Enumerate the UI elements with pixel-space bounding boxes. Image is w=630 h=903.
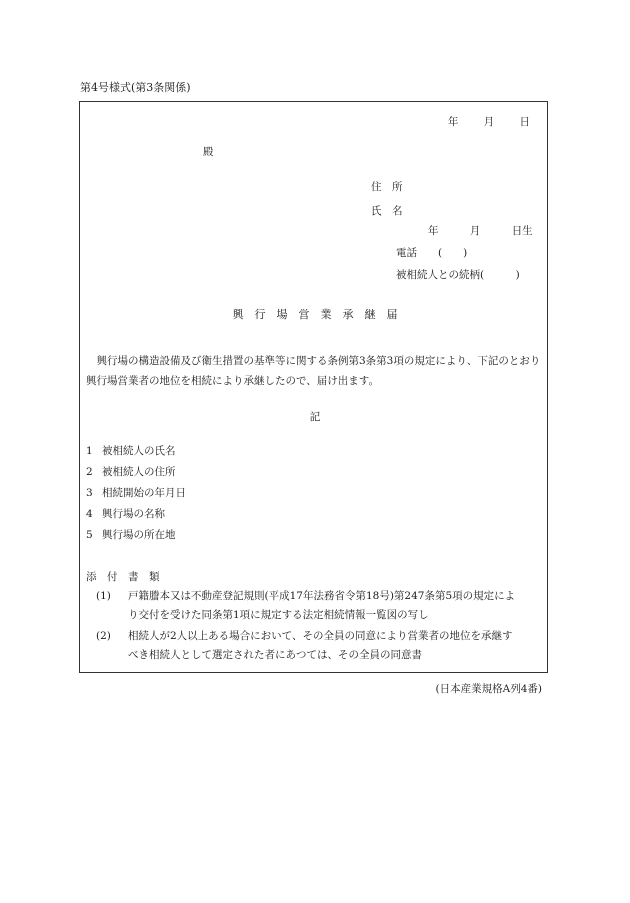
addressee-honorific: 殿 — [203, 146, 214, 158]
date-month-label: 月 — [483, 116, 495, 128]
item-number: 2 — [86, 466, 93, 478]
attachment-item — [96, 587, 546, 625]
item-number: 3 — [86, 487, 93, 499]
birth-year-label: 年 — [428, 225, 439, 237]
list-item — [86, 441, 186, 462]
document-heading: 興 行 場 営 業 承 継 届 — [232, 308, 398, 321]
attachment-line: り交付を受けた同条第1項に規定する法定相続情報一覧図の写し — [128, 609, 429, 621]
list-item — [86, 483, 186, 504]
item-label: 興行場の名称 — [102, 508, 165, 520]
item-number: 4 — [86, 508, 93, 520]
birth-month-label: 月 — [469, 225, 481, 237]
item-number: 5 — [86, 529, 93, 541]
attachment-number: (1) — [96, 590, 111, 602]
list-item — [86, 525, 186, 546]
list-item — [86, 462, 186, 483]
phone-label: 電話 ( ) — [396, 247, 468, 259]
date-line — [426, 117, 530, 128]
attachment-item — [96, 627, 546, 665]
item-number: 1 — [86, 445, 93, 457]
item-list — [86, 441, 186, 546]
list-item — [86, 504, 186, 525]
paper-size-note: (日本産業規格A列4番) — [435, 683, 542, 695]
item-label: 被相続人の氏名 — [102, 445, 176, 457]
ki-marker: 記 — [309, 411, 321, 423]
attachment-line: 戸籍謄本又は不動産登記規則(平成17年法務省令第18号)第247条第5項の規定によ — [128, 590, 516, 602]
form-title: 第4号様式(第3条関係) — [80, 81, 191, 94]
item-label: 相続開始の年月日 — [102, 487, 186, 499]
relation-label: 被相続人との続柄( ) — [396, 269, 520, 281]
item-label: 被相続人の住所 — [102, 466, 176, 478]
attachments-title: 添 付 書 類 — [86, 571, 160, 583]
date-year-label: 年 — [447, 116, 459, 128]
item-label: 興行場の所在地 — [102, 529, 176, 541]
date-day-label: 日 — [519, 116, 530, 128]
body-paragraph — [86, 351, 548, 391]
attachment-number: (2) — [96, 630, 111, 642]
address-label: 住 所 — [371, 181, 403, 193]
attachment-line: 相続人が2人以上ある場合において、その全員の同意により営業者の地位を承継す — [128, 630, 513, 642]
body-text: 興行場の構造設備及び衛生措置の基準等に関する条例第3条第3項の規定により、下記のとおり興行場営業者の地位を相続により承継したので、届け出ます。 — [86, 355, 541, 387]
birthdate-line — [428, 226, 533, 237]
attachment-line: べき相続人として選定された者にあつては、その全員の同意書 — [128, 649, 422, 661]
birth-day-label: 日生 — [511, 225, 533, 237]
name-label: 氏 名 — [371, 205, 403, 217]
